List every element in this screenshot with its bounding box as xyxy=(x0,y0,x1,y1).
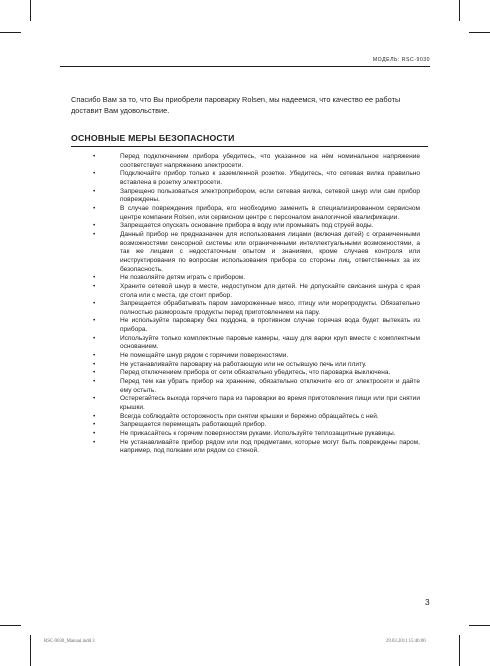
bullet-icon: • xyxy=(93,412,96,420)
list-item-text: Перед подключением прибора убедитесь, что указанное на нём номинальное напряжение соответствует напряжению электросети. xyxy=(120,153,420,169)
list-item xyxy=(93,378,420,395)
list-item-text: Перед отключением прибора от сети обязательно убедитесь, что пароварка выключена. xyxy=(120,369,391,377)
list-item xyxy=(93,421,420,430)
bullet-icon: • xyxy=(93,317,96,325)
crop-mark-bottom-left-h xyxy=(0,625,21,626)
list-item-text: Запрещается опускать основание прибора в воду или промывать под струей воды. xyxy=(120,222,374,230)
list-item xyxy=(93,283,420,300)
bullet-icon: • xyxy=(93,170,96,178)
crop-mark-bottom-right-h xyxy=(469,625,490,626)
bullet-icon: • xyxy=(93,369,96,377)
list-item-text: Храните сетевой шнур в месте, недоступном для детей. Не допускайте свисания шнура с края стола или с места, где стоит прибор. xyxy=(120,282,420,299)
crop-mark-top-left-v xyxy=(30,0,31,21)
page-number: 3 xyxy=(425,597,430,607)
bullet-icon: • xyxy=(93,438,96,446)
crop-mark-bottom-right-v xyxy=(459,635,460,666)
list-item-text: Всегда соблюдайте осторожность при снятии крышки и бережно обращайтесь с ней. xyxy=(120,412,379,420)
list-item-text: Не помещайте шнур рядом с горячими поверхностями. xyxy=(120,352,289,360)
list-item-text: Запрещается обрабатывать паром замороженные мясо, птицу или морепродукты. Обязательно полностью разморозьте продукты перед приготовлением на пару. xyxy=(120,300,420,316)
bullet-icon: • xyxy=(93,204,96,212)
list-item-text: Не позволяйте детям играть с прибором. xyxy=(120,274,246,282)
list-item-text: Используйте только комплектные паровые камеры, чашу для варки круп вместе с комплектным основанием. xyxy=(120,334,420,351)
list-item xyxy=(93,352,420,361)
bullet-icon: • xyxy=(93,430,96,437)
list-item xyxy=(93,274,420,283)
bullet-icon: • xyxy=(93,187,96,195)
list-item-text: Запрещается перемещать работающий прибор. xyxy=(120,421,267,429)
bullet-icon: • xyxy=(93,300,96,308)
model-header: МОДЕЛЬ: RSC-9030 xyxy=(372,57,430,63)
list-item xyxy=(93,335,420,352)
crop-mark-top-left-h xyxy=(0,32,21,33)
list-item-text: В случае повреждения прибора, его необходимо заменить в специализированном сервисном центре компании Rolsen, или сервисном центре с персоналом аналогичной квалификации. xyxy=(120,204,420,221)
footer-file-name: RSC-9030_Manual.indd 3 xyxy=(44,639,95,644)
list-item xyxy=(93,430,420,439)
bullet-icon: • xyxy=(93,334,96,342)
footer-date: 29.03.2011 15:46:00 xyxy=(386,639,426,644)
list-item-text: Запрещено пользоваться электроприбором, если сетевая вилка, сетевой шнур или сам прибор повреждены. xyxy=(120,187,420,204)
list-item xyxy=(93,231,420,274)
bullet-icon: • xyxy=(93,395,96,403)
list-item xyxy=(93,153,420,170)
list-item-text: Подключайте прибор только к заземленной розетке. Убедитесь, что сетевая вилка правильно вставлена в розетку электросети. xyxy=(120,170,420,186)
list-item xyxy=(93,317,420,334)
bullet-icon: • xyxy=(93,421,96,429)
crop-mark-top-right-v xyxy=(459,0,460,21)
list-item xyxy=(93,170,420,187)
bullet-icon: • xyxy=(93,274,96,282)
list-item-text: Не используйте пароварку без поддона, в противном случае горячая вода будет вытекать из прибора. xyxy=(120,317,420,334)
list-item-text: Перед тем как убрать прибор на хранение, обязательно отключите его от электросети и дайте ему остыть. xyxy=(120,378,420,394)
bullet-icon: • xyxy=(93,378,96,386)
intro-paragraph: Спасибо Вам за то, что Вы приобрели пароварку Rolsen, мы надеемся, что качество ее работы доставит Вам удовольствие. xyxy=(71,95,401,115)
list-item-text: Не устанавливайте прибор рядом или под предметами, которые могут быть повреждены паром, например, под полками или рядом со стеной. xyxy=(120,438,420,455)
list-item-text: Данный прибор не предназначен для использования лицами (включая детей) с ограниченными возможностями сенсорной системы или ограниченными интеллектуальными возможностями, а так же лицами с недостаточным опытом и знаниями, кроме случаев контроля или инструктирования по вопросам использования прибора со стороны лиц, ответственных за их безопасность. xyxy=(120,230,420,273)
bullet-icon: • xyxy=(93,352,96,360)
list-item-text: Остерегайтесь выхода горячего пара из пароварки во время приготовления пищи или при снятии крышки. xyxy=(120,395,420,412)
bullet-icon: • xyxy=(93,222,96,230)
bullet-icon: • xyxy=(93,153,96,160)
list-item-text: Не прикасайтесь к горячим поверхностям руками. Используйте теплозащитные рукавицы. xyxy=(120,430,396,437)
list-item xyxy=(93,205,420,222)
bullet-icon: • xyxy=(93,230,96,238)
list-item xyxy=(93,300,420,317)
list-item xyxy=(93,222,420,231)
header-divider xyxy=(60,66,430,67)
list-item xyxy=(93,188,420,205)
bullet-icon: • xyxy=(93,282,96,290)
list-item xyxy=(93,439,420,456)
list-item-text: Не устанавливайте пароварку на работающую или не остывшую печь или плиту. xyxy=(120,360,367,368)
safety-list xyxy=(93,153,420,456)
list-item xyxy=(93,395,420,412)
bullet-icon: • xyxy=(93,360,96,368)
section-title: ОСНОВНЫЕ МЕРЫ БЕЗОПАСНОСТИ xyxy=(71,133,428,147)
list-item xyxy=(93,369,420,378)
crop-mark-top-right-h xyxy=(469,32,490,33)
crop-mark-bottom-left-v xyxy=(30,635,31,666)
